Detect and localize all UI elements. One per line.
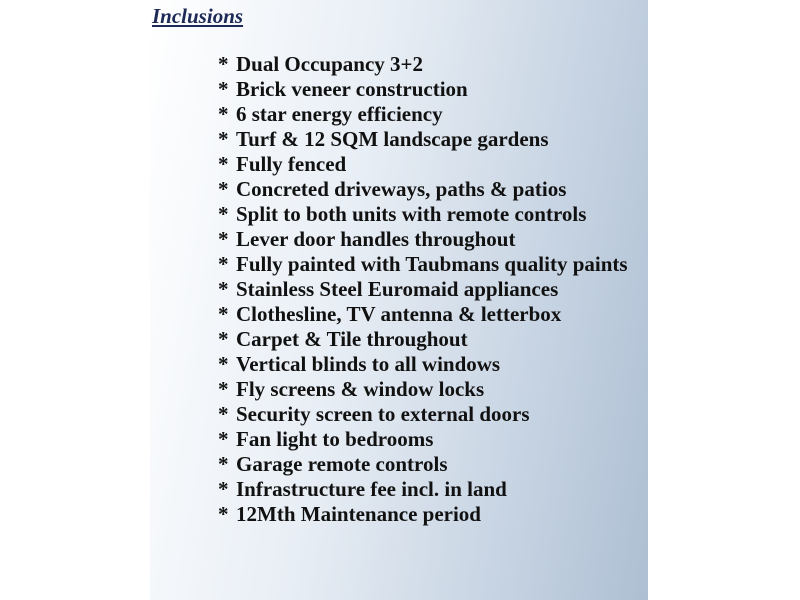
list-item	[218, 427, 638, 452]
bullet-star: *	[218, 402, 229, 426]
list-item	[218, 302, 638, 327]
bullet-star: *	[218, 452, 229, 476]
list-item	[218, 477, 638, 502]
bullet-star: *	[218, 102, 229, 126]
list-item	[218, 202, 638, 227]
list-item-text: 6 star energy efficiency	[236, 102, 443, 126]
bullet-star: *	[218, 252, 229, 276]
bullet-star: *	[218, 177, 229, 201]
bullet-star: *	[218, 377, 229, 401]
list-item	[218, 177, 638, 202]
bullet-star: *	[218, 477, 229, 501]
list-item	[218, 402, 638, 427]
bullet-star: *	[218, 502, 229, 526]
bullet-star: *	[218, 152, 229, 176]
list-item-text: Security screen to external doors	[236, 402, 530, 426]
inclusions-heading: Inclusions	[152, 4, 244, 28]
list-item-text: Vertical blinds to all windows	[236, 352, 501, 376]
list-item-text: Garage remote controls	[236, 452, 448, 476]
list-item-text: Brick veneer construction	[236, 77, 468, 101]
list-item	[218, 352, 638, 377]
list-item-text: Concreted driveways, paths & patios	[236, 177, 567, 201]
list-item	[218, 227, 638, 252]
list-item-text: Infrastructure fee incl. in land	[236, 477, 507, 501]
bullet-star: *	[218, 227, 229, 251]
list-item-text: Carpet & Tile throughout	[236, 327, 468, 351]
list-item	[218, 502, 638, 527]
list-item-text: Clothesline, TV antenna & letterbox	[236, 302, 562, 326]
list-item-text: Fan light to bedrooms	[236, 427, 434, 451]
bullet-star: *	[218, 352, 229, 376]
list-item-text: Stainless Steel Euromaid appliances	[236, 277, 559, 301]
list-item-text: Fly screens & window locks	[236, 377, 485, 401]
bullet-star: *	[218, 327, 229, 351]
list-item	[218, 127, 638, 152]
bullet-star: *	[218, 77, 229, 101]
list-item	[218, 152, 638, 177]
list-item	[218, 77, 638, 102]
list-item	[218, 277, 638, 302]
bullet-star: *	[218, 302, 229, 326]
list-item-text: Turf & 12 SQM landscape gardens	[236, 127, 549, 151]
bullet-star: *	[218, 277, 229, 301]
list-item	[218, 377, 638, 402]
list-item-text: Split to both units with remote controls	[236, 202, 587, 226]
list-item-text: Fully fenced	[236, 152, 347, 176]
list-item-text: Fully painted with Taubmans quality paints	[236, 252, 628, 276]
bullet-star: *	[218, 127, 229, 151]
list-item	[218, 327, 638, 352]
list-item-text: 12Mth Maintenance period	[236, 502, 481, 526]
inclusions-list	[218, 52, 638, 527]
list-item	[218, 452, 638, 477]
list-item	[218, 252, 638, 277]
list-item	[218, 102, 638, 127]
bullet-star: *	[218, 427, 229, 451]
list-item-text: Dual Occupancy 3+2	[236, 52, 423, 76]
bullet-star: *	[218, 52, 229, 76]
inclusions-panel	[150, 0, 648, 600]
list-item	[218, 52, 638, 77]
bullet-star: *	[218, 202, 229, 226]
list-item-text: Lever door handles throughout	[236, 227, 516, 251]
